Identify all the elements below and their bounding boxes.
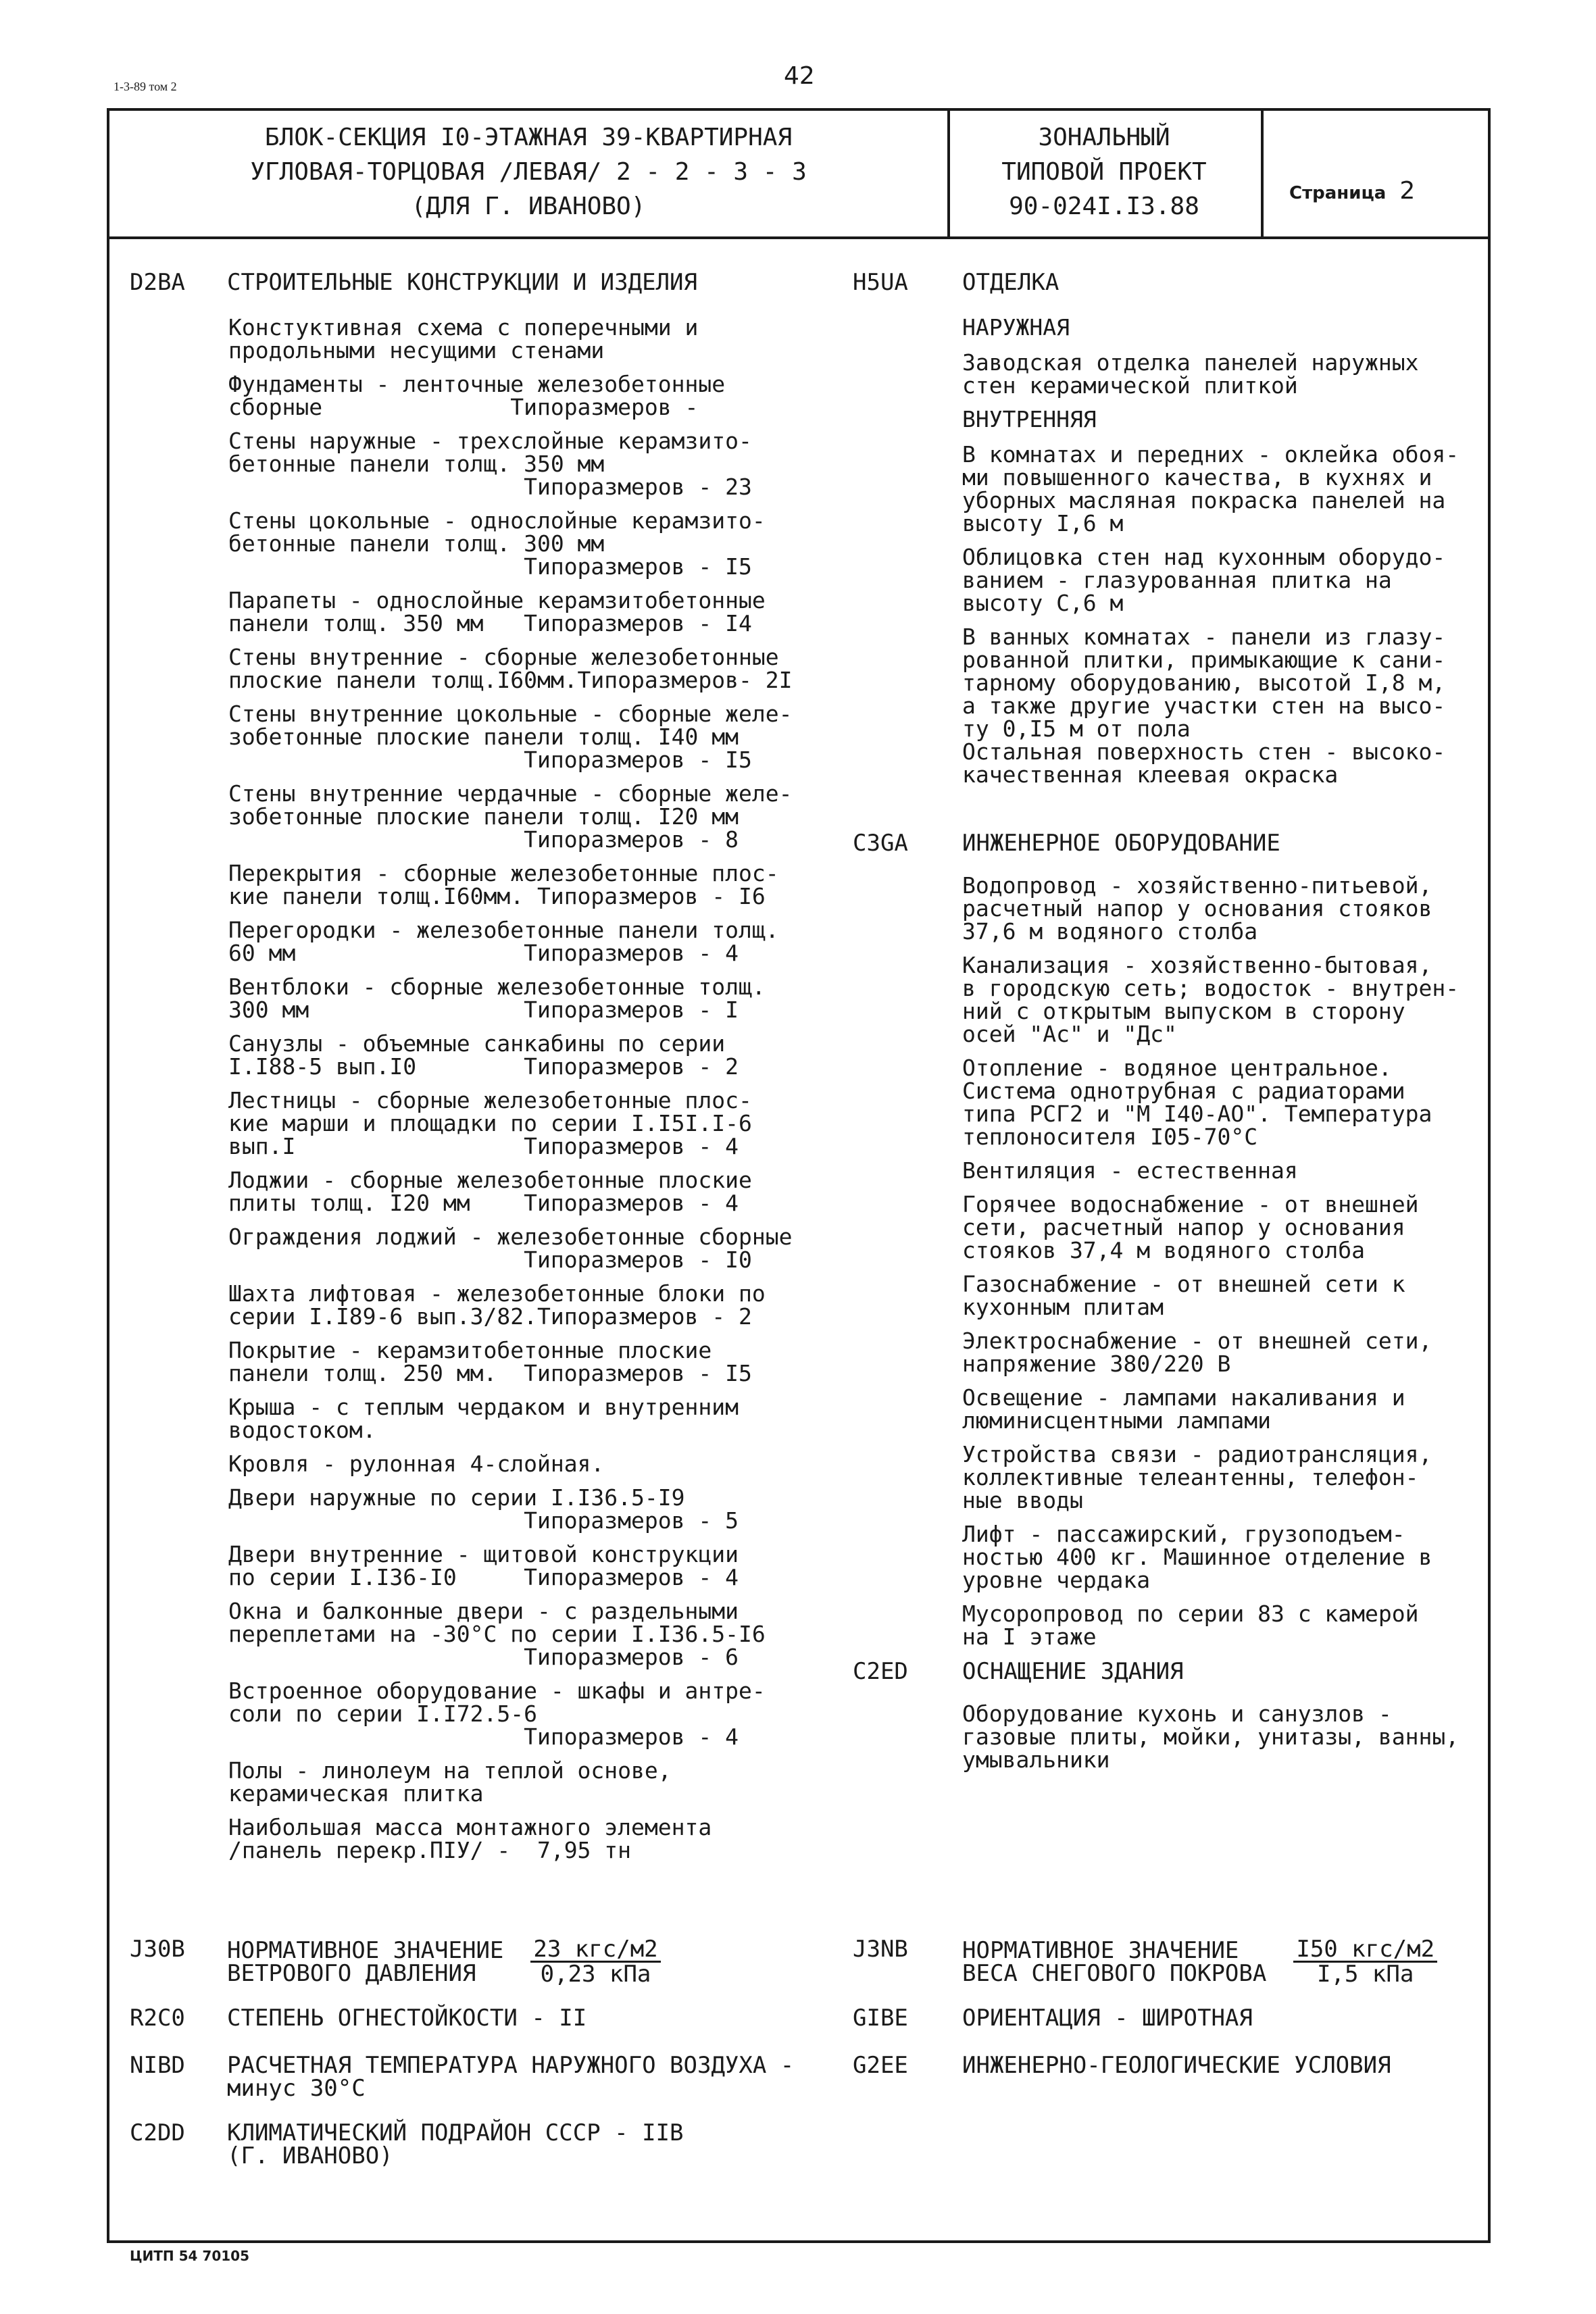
structure-item (228, 1089, 850, 1158)
structure-item-line: вып.I Типоразмеров - 4 (228, 1133, 739, 1159)
equipment-item (962, 1703, 1489, 1771)
climate-line: (Г. ИВАНОВО) (227, 2142, 393, 2169)
finish-item (962, 546, 1489, 615)
engineering-item-line: расчетный напор у основания стояков (962, 895, 1432, 922)
finish-item (962, 443, 1489, 535)
param-code: C2DD (130, 2119, 185, 2146)
finish-block (962, 312, 1489, 797)
structure-item (228, 1169, 850, 1215)
structure-item-line: Типоразмеров - 6 (228, 1644, 739, 1670)
structure-item-line: бетонные панели толщ. 350 мм (228, 451, 605, 477)
engineering-item-line: осей "Ас" и "Дс" (962, 1021, 1177, 1047)
finish-item (962, 351, 1489, 397)
engineering-item (962, 1443, 1489, 1512)
project-info (947, 120, 1261, 224)
finish-item-line: ми повышенного качества, в кухнях и (962, 464, 1432, 491)
structure-item-line: Крыша - с теплым чердаком и внутренним (228, 1394, 739, 1420)
section-code: C3GA (853, 830, 908, 857)
engineering-item-line: 37,6 м водяного столба (962, 918, 1258, 945)
equipment-item-line: умывальники (962, 1746, 1110, 1773)
snow-load (962, 1938, 1437, 1986)
engineering-item-line: типа РСГ2 и "М I40-АО". Температура (962, 1101, 1432, 1127)
fire-resistance: СТЕПЕНЬ ОГНЕСТОЙКОСТИ - II (227, 2005, 587, 2032)
engineering-item-line: Освещение - лампами накаливания и (962, 1384, 1405, 1411)
structure-item (228, 1543, 850, 1589)
structure-item (228, 1680, 850, 1749)
structure-item (228, 1759, 850, 1805)
engineering-item-line: сети, расчетный напор у основания (962, 1214, 1405, 1240)
section-code: H5UA (853, 269, 908, 296)
structures-list (228, 316, 850, 1873)
engineering-item-line: ные вводы (962, 1487, 1083, 1513)
page-label (1289, 177, 1415, 205)
structure-item-line: Окна и балконные двери - с раздельными (228, 1598, 739, 1624)
finish-item-line: качественная клеевая окраска (962, 761, 1339, 788)
outer-finish-list (962, 351, 1489, 397)
engineering-item-line: уровне чердака (962, 1567, 1151, 1593)
structure-item-line: Лестницы - сборные железобетонные плос- (228, 1087, 752, 1113)
snow-label-line: НОРМАТИВНОЕ ЗНАЧЕНИЕ (962, 1936, 1239, 1964)
structure-item (228, 1453, 850, 1476)
structure-item (228, 1282, 850, 1328)
finish-item-line: тарному оборудованию, высотой I,8 м, (962, 670, 1446, 696)
temperature-line: РАСЧЕТНАЯ ТЕМПЕРАТУРА НАРУЖНОГО ВОЗДУХА - (227, 2052, 795, 2079)
snow-value (1293, 1938, 1437, 1986)
section-code: C2ED (853, 1658, 908, 1685)
finish-item-line: высоту С,6 м (962, 590, 1124, 616)
engineering-item (962, 1330, 1489, 1376)
section-title: ОТДЕЛКА (962, 269, 1059, 296)
engineering-item-line: кухонным плитам (962, 1294, 1164, 1320)
publisher-code: ЦИТП 54 70105 (130, 2248, 250, 2264)
structure-item-line: по серии I.I36-I0 Типоразмеров - 4 (228, 1564, 739, 1590)
structure-item-line: Полы - линолеум на теплой основе, (228, 1757, 672, 1784)
structure-item (228, 1396, 850, 1442)
structure-item-line: Стены внутренние - сборные железобетонные (228, 644, 779, 670)
engineering-item-line: на I этаже (962, 1624, 1097, 1650)
structure-item (228, 589, 850, 635)
structure-item (228, 1032, 850, 1078)
structure-item-line: керамическая плитка (228, 1780, 484, 1807)
geology: ИНЖЕНЕРНО-ГЕОЛОГИЧЕСКИЕ УСЛОВИЯ (962, 2052, 1391, 2079)
structure-item-line: серии I.I89-6 вып.3/82.Типоразмеров - 2 (228, 1303, 752, 1330)
series-label: 1-3-89 том 2 (114, 80, 177, 93)
structure-item-line: водостоком. (228, 1417, 376, 1443)
header-title (109, 120, 947, 224)
finish-item-line: а также другие участки стен на высо- (962, 693, 1446, 719)
project-line: ЗОНАЛЬНЫЙ (1038, 124, 1170, 151)
structure-item (228, 1339, 850, 1385)
structure-item-line: Лоджии - сборные железобетонные плоские (228, 1167, 752, 1193)
structure-item (228, 919, 850, 965)
param-code: GIBE (853, 2005, 908, 2032)
engineering-item-line: Отопление - водяное центральное. (962, 1055, 1392, 1081)
engineering-item (962, 874, 1489, 943)
structure-item-line: Типоразмеров - 5 (228, 1507, 739, 1534)
structure-item-line: Перекрытия - сборные железобетонные плос- (228, 860, 779, 886)
equipment-item-line: Оборудование кухонь и санузлов - (962, 1701, 1392, 1727)
structure-item-line: Стены внутренние чердачные - сборные желе- (228, 780, 793, 807)
structure-item-line: Двери внутренние - щитовой конструкции (228, 1541, 739, 1567)
wind-label-line: НОРМАТИВНОЕ ЗНАЧЕНИЕ (227, 1936, 504, 1964)
structure-item-line: бетонные панели толщ. 300 мм (228, 530, 605, 557)
engineering-item-line: Водопровод - хозяйственно-питьевой, (962, 872, 1432, 899)
structure-item-line: Встроенное оборудование - шкафы и антре- (228, 1678, 766, 1704)
climate-line: КЛИМАТИЧЕСКИЙ ПОДРАЙОН СССР - IIВ (227, 2119, 684, 2146)
structure-item (228, 646, 850, 692)
engineering-item-line: ностью 400 кг. Машинное отделение в (962, 1544, 1432, 1570)
param-code: G2EE (853, 2052, 908, 2079)
climate-subregion (227, 2121, 684, 2167)
engineering-item-line: ний с открытым выпуском в сторону (962, 998, 1405, 1024)
engineering-item-line: стояков 37,4 м водяного столба (962, 1237, 1366, 1263)
engineering-item (962, 1057, 1489, 1149)
structure-item (228, 1486, 850, 1532)
param-code: R2C0 (130, 2005, 185, 2032)
engineering-item-line: Система однотрубная с радиаторами (962, 1078, 1405, 1104)
snow-value-numerator: I50 кгс/м2 (1293, 1938, 1437, 1963)
project-line: ТИПОВОЙ ПРОЕКТ (1001, 158, 1207, 186)
design-temperature (227, 2054, 794, 2100)
structure-item (228, 862, 850, 908)
structure-item (228, 976, 850, 1022)
page-value: 2 (1399, 177, 1416, 205)
engineering-item-line: в городскую сеть; водосток - внутрен- (962, 975, 1460, 1001)
structure-item-line: I.I88-5 вып.I0 Типоразмеров - 2 (228, 1053, 739, 1080)
param-code: NIBD (130, 2052, 185, 2079)
section-code: D2BA (130, 269, 185, 296)
structure-item-line: Стены цокольные - однослойные керамзито- (228, 507, 766, 534)
equipment-list (962, 1703, 1489, 1782)
engineering-item-line: Электроснабжение - от внешней сети, (962, 1328, 1432, 1354)
finish-item-line: В ванных комнатах - панели из глазу- (962, 624, 1446, 650)
structure-item-line: Санузлы - объемные санкабины по серии (228, 1030, 726, 1057)
engineering-item-line: Устройства связи - радиотрансляция, (962, 1441, 1432, 1467)
structure-item (228, 782, 850, 851)
structure-item (228, 1816, 850, 1862)
engineering-item-line: Канализация - хозяйственно-бытовая, (962, 952, 1432, 978)
wind-value-denominator: 0,23 кПа (540, 1961, 651, 1988)
finish-item-line: стен керамической плиткой (962, 372, 1298, 399)
finish-item-line: Заводская отделка панелей наружных (962, 349, 1419, 376)
structure-item-line: соли по серии I.I72.5-6 (228, 1701, 537, 1727)
snow-value-denominator: I,5 кПа (1317, 1961, 1414, 1988)
structure-item-line: Типоразмеров - 4 (228, 1724, 739, 1750)
structure-item-line: 300 мм Типоразмеров - I (228, 997, 739, 1023)
structure-item (228, 316, 850, 362)
engineering-item-line: теплоносителя I05-70°С (962, 1124, 1258, 1150)
structure-item-line: Покрытие - керамзитобетонные плоские (228, 1337, 712, 1363)
structure-item (228, 1600, 850, 1669)
structure-item (228, 373, 850, 419)
structure-item-line: Типоразмеров - I5 (228, 747, 752, 773)
finish-item-line: рованной плитки, примыкающие к сани- (962, 647, 1446, 673)
wind-label-line: ВЕТРОВОГО ДАВЛЕНИЯ (227, 1959, 476, 1987)
structure-item-line: Двери наружные по серии I.I36.5-I9 (228, 1484, 685, 1511)
structure-item-line: Типоразмеров - I0 (228, 1247, 752, 1273)
structure-item-line: 60 мм Типоразмеров - 4 (228, 940, 739, 966)
structure-item-line: Стены наружные - трехслойные керамзито- (228, 428, 752, 454)
inner-finish-list (962, 443, 1489, 786)
wind-value-numerator: 23 кгс/м2 (530, 1938, 660, 1963)
header-title-line: УГЛОВАЯ-ТОРЦОВАЯ /ЛЕВАЯ/ 2 - 2 - 3 - 3 (250, 158, 807, 186)
section-title: СТРОИТЕЛЬНЫЕ КОНСТРУКЦИИ И ИЗДЕЛИЯ (227, 269, 697, 296)
structure-item-line: плиты толщ. I20 мм Типоразмеров - 4 (228, 1190, 739, 1216)
engineering-item (962, 1386, 1489, 1432)
structure-item-line: панели толщ. 350 мм Типоразмеров - I4 (228, 610, 752, 636)
engineering-item-line: люминисцентными лампами (962, 1407, 1271, 1434)
wind-pressure (227, 1938, 661, 1986)
structure-item-line: Вентблоки - сборные железобетонные толщ. (228, 974, 766, 1000)
structure-item-line: Ограждения лоджий - железобетонные сборные (228, 1224, 793, 1250)
engineering-item (962, 954, 1489, 1046)
structure-item (228, 703, 850, 772)
structure-item (228, 1226, 850, 1272)
sheet-number: 42 (784, 62, 815, 90)
temperature-line: минус 30°С (227, 2075, 366, 2102)
structure-item (228, 430, 850, 499)
engineering-item (962, 1603, 1489, 1649)
structure-item-line: Типоразмеров - 23 (228, 474, 752, 500)
structure-item-line: плоские панели толщ.I60мм.Типоразмеров- 2I (228, 667, 793, 693)
structure-item-line: Констуктивная схема с поперечными и (228, 314, 699, 341)
section-title: ОСНАЩЕНИЕ ЗДАНИЯ (962, 1658, 1184, 1685)
structure-item-line: Стены внутренние цокольные - сборные желе- (228, 701, 793, 727)
page-label-text: Страница (1289, 183, 1387, 203)
param-code: J30B (130, 1936, 185, 1963)
structure-item-line: Парапеты - однослойные керамзитобетонные (228, 587, 766, 613)
structure-item-line: кие марши и площадки по серии I.I5I.I-6 (228, 1110, 752, 1136)
header-title-line: (ДЛЯ Г. ИВАНОВО) (411, 193, 646, 221)
finish-item-line: Облицовка стен над кухонным оборудо- (962, 544, 1446, 570)
project-line: 90-024I.I3.88 (1009, 193, 1199, 221)
finish-item-line: ванием - глазурованная плитка на (962, 567, 1392, 593)
header-title-line: БЛОК-СЕКЦИЯ I0-ЭТАЖНАЯ 39-КВАРТИРНАЯ (264, 124, 793, 151)
structure-item-line: Кровля - рулонная 4-слойная. (228, 1451, 605, 1477)
snow-label-line: ВЕСА СНЕГОВОГО ПОКРОВА (962, 1959, 1267, 1987)
engineering-item (962, 1523, 1489, 1592)
engineering-item (962, 1159, 1489, 1182)
structure-item-line: зобетонные плоские панели толщ. I20 мм (228, 803, 739, 830)
engineering-item (962, 1193, 1489, 1262)
finish-item-line: В комнатах и передних - оклейка обоя- (962, 441, 1460, 468)
structure-item-line: переплетами на -30°С по серии I.I36.5-I6 (228, 1621, 766, 1647)
equipment-item-line: газовые плиты, мойки, унитазы, ванны, (962, 1724, 1460, 1750)
finish-item-line: высоту I,6 м (962, 510, 1124, 536)
engineering-item-line: напряжение 380/220 В (962, 1351, 1231, 1377)
structure-item-line: зобетонные плоские панели толщ. I40 мм (228, 724, 739, 750)
structure-item-line: Перегородки - железобетонные панели толщ. (228, 917, 779, 943)
structure-item-line: Типоразмеров - 8 (228, 826, 739, 853)
header-divider (109, 236, 1488, 239)
section-title: ИНЖЕНЕРНОЕ ОБОРУДОВАНИЕ (962, 830, 1280, 857)
structure-item-line: продольными несущими стенами (228, 337, 605, 363)
engineering-item-line: Лифт - пассажирский, грузоподъем- (962, 1521, 1405, 1547)
structure-item-line: Фундаменты - ленточные железобетонные (228, 371, 726, 397)
finish-item-line: Остальная поверхность стен - высоко- (962, 738, 1446, 765)
engineering-item-line: Горячее водоснабжение - от внешней (962, 1191, 1419, 1217)
subsection-title: ВНУТРЕННЯЯ (962, 406, 1097, 432)
structure-item-line: Наибольшая масса монтажного элемента (228, 1814, 712, 1840)
engineering-list (962, 874, 1489, 1659)
engineering-item (962, 1273, 1489, 1319)
param-code: J3NB (853, 1936, 908, 1963)
engineering-item-line: Мусоропровод по серии 83 с камерой (962, 1601, 1419, 1627)
subsection-title: НАРУЖНАЯ (962, 314, 1070, 341)
structure-item-line: кие панели толщ.I60мм. Типоразмеров - I6 (228, 883, 766, 909)
engineering-item-line: Вентиляция - естественная (962, 1157, 1298, 1184)
header-separator-2 (1261, 111, 1264, 236)
finish-item (962, 626, 1489, 786)
finish-item-line: уборных масляная покраска панелей на (962, 487, 1446, 513)
engineering-item-line: Газоснабжение - от внешней сети к (962, 1271, 1405, 1297)
engineering-item-line: коллективные телеантенны, телефон- (962, 1464, 1419, 1490)
wind-value (530, 1938, 660, 1986)
structure-item (228, 509, 850, 578)
structure-item-line: Шахта лифтовая - железобетонные блоки по (228, 1280, 766, 1307)
structure-item-line: /панель перекр.ПIУ/ - 7,95 тн (228, 1837, 632, 1863)
structure-item-line: Типоразмеров - I5 (228, 553, 752, 580)
finish-item-line: ту 0,I5 м от пола (962, 715, 1191, 742)
structure-item-line: панели толщ. 250 мм. Типоразмеров - I5 (228, 1360, 752, 1386)
orientation: ОРИЕНТАЦИЯ - ШИРОТНАЯ (962, 2005, 1253, 2032)
structure-item-line: сборные Типоразмеров - (228, 394, 699, 420)
